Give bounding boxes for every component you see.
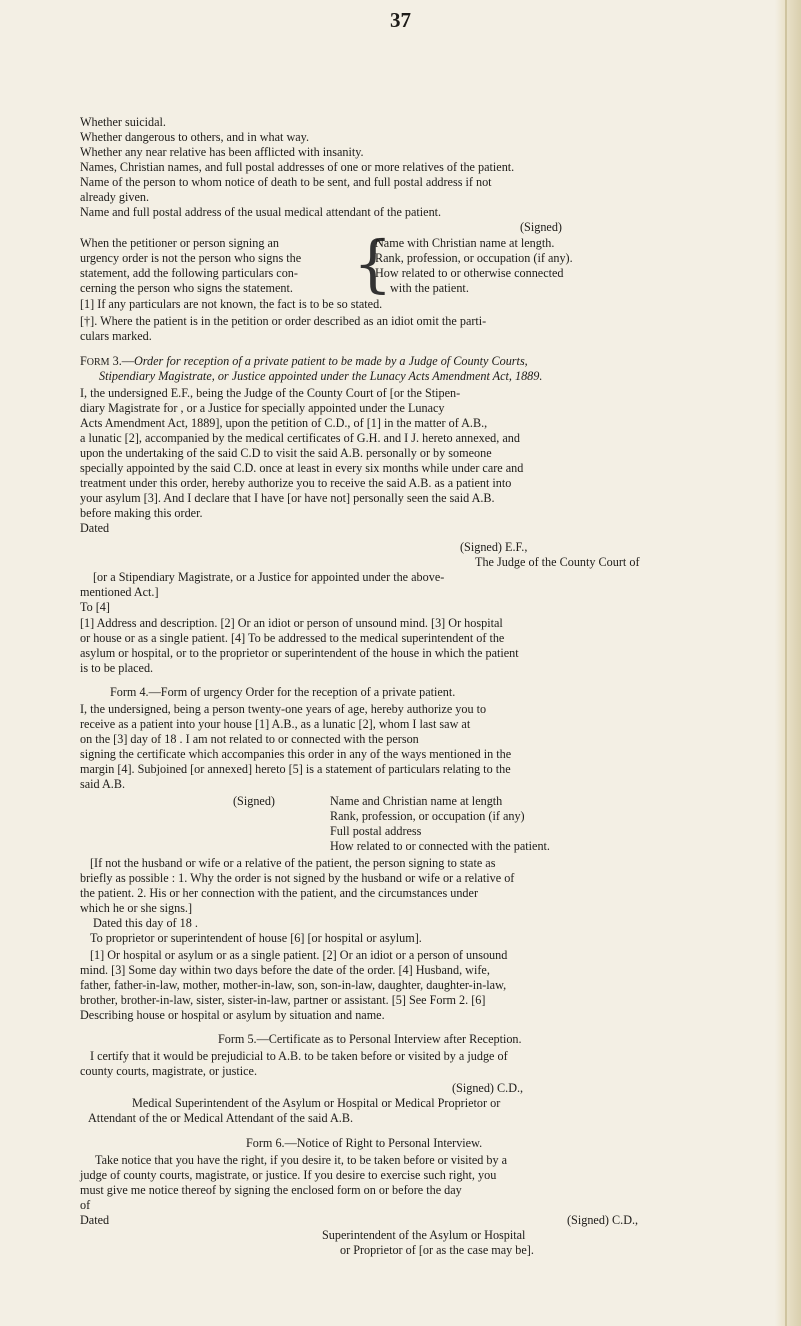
text-line: treatment under this order, hereby authorize you to receive the said A.B. as a patient into [80,476,512,490]
text-line: upon the undertaking of the said C.D to visit the said A.B. personally or by someone [80,446,492,460]
text-line: specially appointed by the said C.D. once at least in every six months while under care and [80,461,524,475]
text-line: Whether any near relative has been afflicted with insanity. [80,145,364,159]
text-line: Whether dangerous to others, and in what way. [80,130,310,144]
form-5-heading: Form 5.—Certificate as to Personal Interview after Reception. [218,1032,522,1046]
text-line: Whether suicidal. [80,115,166,129]
text-line: said A.B. [80,777,126,791]
text-line: When the petitioner or person signing an [80,236,280,250]
text-line: your asylum [3]. And I declare that I have [or have not] personally seen the said A.B. [80,491,495,505]
text-line: already given. [80,190,150,204]
dated-line: Dated this day of 18 . [93,916,198,930]
text-line: Name and full postal address of the usual medical attendant of the patient. [80,205,442,219]
signed-line: (Signed) C.D., [567,1213,639,1227]
text-line: margin [4]. Subjoined [or annexed] hereto [5] is a statement of particulars relating to the [80,762,511,776]
text-line: of [80,1198,91,1212]
footnote: [†]. Where the patient is in the petition or order described as an idiot omit the parti- [80,314,487,328]
text-line: Acts Amendment Act, 1889], upon the petition of C.D., of [1] in the matter of A.B., [80,416,488,430]
page-edge-line [785,0,787,1326]
footnote: brother, brother-in-law, sister, sister-in-law, partner or assistant. [5] See Form 2. [6] [80,993,486,1007]
text-line: How related to or otherwise connected [375,266,564,280]
text-line: [If not the husband or wife or a relative of the patient, the person signing to state as [90,856,496,870]
text-line: briefly as possible : 1. Why the order is not signed by the husband or wife or a relative of [80,871,515,885]
text-line: receive as a patient into your house [1] A.B., as a lunatic [2], whom I last saw at [80,717,471,731]
form-6-heading: Form 6.—Notice of Right to Personal Interview. [246,1136,483,1150]
footnote: [1] Address and description. [2] Or an idiot or person of unsound mind. [3] Or hospital [80,616,503,630]
text-line: a lunatic [2], accompanied by the medical certificates of G.H. and I J. hereto annexed, and [80,431,520,445]
text-line: on the [3] day of 18 . I am not related to or connected with the person [80,732,419,746]
text-line: Name and Christian name at length [330,794,503,808]
text-line: I, the undersigned E.F., being the Judge of the County Court of [or the Stipen- [80,386,461,400]
dated-label: Dated [80,1213,110,1227]
text-line: Full postal address [330,824,422,838]
text-line: which he or she signs.] [80,901,193,915]
footnote: mind. [3] Some day within two days before the date of the order. [4] Husband, wife, [80,963,490,977]
text-line: cerning the person who signs the statement. [80,281,293,295]
text-line: To [4] [80,600,110,614]
brace-glyph: { [353,227,393,300]
form-3-heading: FORM 3.—Order for reception of a private patient to be made by a Judge of County Courts, [80,354,528,368]
text-line: [or a Stipendiary Magistrate, or a Justice for appointed under the above- [93,570,445,584]
footnote: [1] If any particulars are not known, the fact is to be so stated. [80,297,383,311]
footnote: or house or as a single patient. [4] To be addressed to the medical superintendent of the [80,631,505,645]
page-number: 37 [390,8,411,32]
text-line: Take notice that you have the right, if you desire it, to be taken before or visited by a [95,1153,508,1167]
text-line: judge of county courts, magistrate, or justice. If you desire to exercise such right, you [80,1168,497,1182]
text-line: before making this order. [80,506,203,520]
text-line: diary Magistrate for , or a Justice for specially appointed under the Lunacy [80,401,445,415]
dated-label: Dated [80,521,110,535]
text-line: How related to or connected with the patient. [330,839,550,853]
text-line: Name of the person to whom notice of death to be sent, and full postal address if not [80,175,492,189]
footnote: Describing house or hospital or asylum by situation and name. [80,1008,385,1022]
text-line: with the patient. [390,281,469,295]
footnote: father, father-in-law, mother, mother-in-law, son, son-in-law, daughter, daughter-in-law, [80,978,507,992]
text-line: urgency order is not the person who signs the [80,251,302,265]
footnote: is to be placed. [80,661,154,675]
text-line: Attendant of the or Medical Attendant of the said A.B. [88,1111,354,1125]
text-line: Medical Superintendent of the Asylum or Hospital or Medical Proprietor or [132,1096,501,1110]
text-line: the patient. 2. His or her connection with the patient, and the circumstances under [80,886,478,900]
text-line: Rank, profession, or occupation (if any). [375,251,573,265]
signed-line: (Signed) E.F., [460,540,528,554]
text-line: Name with Christian name at length. [375,236,555,250]
text-line: mentioned Act.] [80,585,159,599]
signed-line: (Signed) C.D., [452,1081,524,1095]
signed-label: (Signed) [520,220,562,234]
text-line: The Judge of the County Court of [475,555,640,569]
form-4-heading: Form 4.—Form of urgency Order for the reception of a private patient. [110,685,456,699]
text-line: signing the certificate which accompanies this order in any of the ways mentioned in the [80,747,512,761]
page-edge [775,0,801,1326]
text-line: Names, Christian names, and full postal addresses of one or more relatives of the patient. [80,160,515,174]
signed-label: (Signed) [233,794,275,808]
text-line: I, the undersigned, being a person twenty-one years of age, hereby authorize you to [80,702,487,716]
text-line: I certify that it would be prejudicial to A.B. to be taken before or visited by a judge of [90,1049,508,1063]
text-line: must give me notice thereof by signing the enclosed form on or before the day [80,1183,462,1197]
text-line: statement, add the following particulars con- [80,266,298,280]
text-line: county courts, magistrate, or justice. [80,1064,258,1078]
text-line: Superintendent of the Asylum or Hospital [322,1228,526,1242]
text-line: Rank, profession, or occupation (if any) [330,809,525,823]
text-line: or Proprietor of [or as the case may be]. [340,1243,534,1257]
form-3-heading-cont: Stipendiary Magistrate, or Justice appointed under the Lunacy Acts Amendment Act, 1889. [99,369,543,383]
footnote: asylum or hospital, or to the proprietor or superintendent of the house in which the patient [80,646,519,660]
footnote: [1] Or hospital or asylum or as a single patient. [2] Or an idiot or a person of unsound [90,948,508,962]
footnote: culars marked. [80,329,152,343]
text-line: To proprietor or superintendent of house [6] [or hospital or asylum]. [90,931,422,945]
